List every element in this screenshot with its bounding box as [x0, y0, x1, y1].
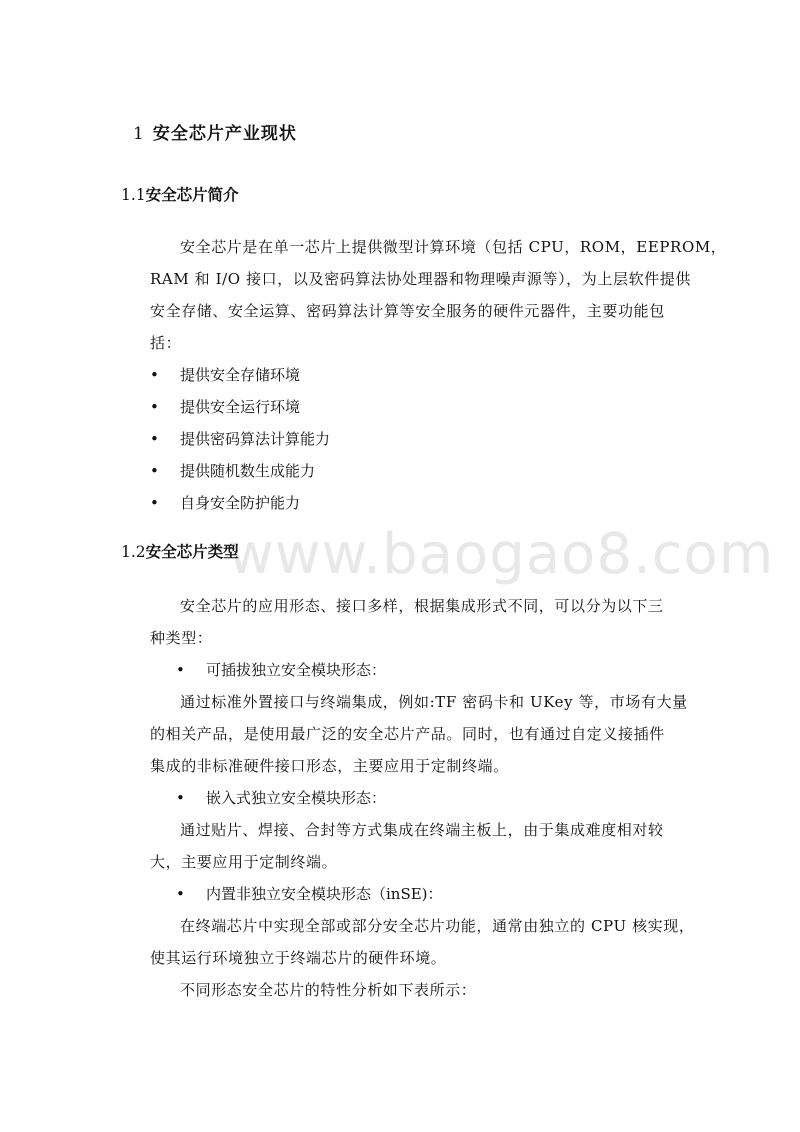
paragraph-line: 使其运行环境独立于终端芯片的硬件环境。: [150, 949, 447, 967]
bullet-icon: •: [176, 789, 185, 807]
section-1-2-heading: [121, 540, 239, 562]
bullet-icon: •: [150, 398, 159, 416]
paragraph-line: 括：: [150, 334, 182, 352]
paragraph-line: 的相关产品，是使用最广泛的安全芯片产品。同时，也有通过自定义接插件: [150, 725, 665, 743]
paragraph-line: 种类型：: [150, 629, 213, 647]
section-1-heading: [133, 119, 297, 144]
list-item-text: 提供安全运行环境: [180, 398, 301, 416]
closing-line: 不同形态安全芯片的特性分析如下表所示：: [180, 981, 477, 999]
section-1-2-number: 1.2: [121, 543, 146, 561]
section-1-1-number: 1.1: [121, 186, 146, 204]
paragraph-line: 在终端芯片中实现全部或部分安全芯片功能，通常由独立的 CPU 核实现，: [180, 917, 695, 935]
paragraph-line: 通过标准外置接口与终端集成，例如:TF 密码卡和 UKey 等，市场有大量: [180, 693, 688, 711]
list-item: [150, 428, 330, 449]
paragraph-line: 通过贴片、焊接、合封等方式集成在终端主板上，由于集成难度相对较: [180, 821, 664, 839]
list-item-text: 提供密码算法计算能力: [180, 430, 331, 448]
type-label: [176, 659, 386, 680]
list-item-text: 提供安全存储环境: [180, 366, 301, 384]
bullet-icon: •: [176, 661, 185, 679]
watermark: www.baogao8.com: [228, 522, 775, 587]
section-1-number: 1: [133, 124, 145, 144]
section-1-title: 安全芯片产业现状: [152, 124, 297, 144]
type-label-text: 内置非独立安全模块形态（inSE)：: [206, 885, 443, 903]
type-label: [176, 883, 443, 904]
paragraph-line: RAM 和 I/O 接口，以及密码算法协处理器和物理噪声源等），为上层软件提供: [150, 270, 691, 288]
bullet-icon: •: [150, 430, 159, 448]
bullet-icon: •: [150, 366, 159, 384]
section-1-1-heading: [121, 183, 239, 205]
paragraph-line: 安全存储、安全运算、密码算法计算等安全服务的硬件元器件，主要功能包: [150, 302, 665, 320]
paragraph-line: 大，主要应用于定制终端。: [150, 853, 338, 871]
list-item: [150, 364, 300, 385]
list-item: [150, 492, 300, 513]
section-1-1-title: 安全芯片简介: [145, 185, 239, 204]
paragraph-line: 集成的非标准硬件接口形态，主要应用于定制终端。: [150, 757, 509, 775]
list-item-text: 自身安全防护能力: [180, 494, 301, 512]
list-item: [150, 460, 315, 481]
type-label-text: 嵌入式独立安全模块形态：: [206, 789, 387, 807]
section-1-2-title: 安全芯片类型: [145, 542, 239, 561]
list-item-text: 提供随机数生成能力: [180, 462, 316, 480]
paragraph-line: 安全芯片是在单一芯片上提供微型计算环境（包括 CPU，ROM，EEPROM，: [180, 238, 727, 256]
bullet-icon: •: [176, 885, 185, 903]
bullet-icon: •: [150, 494, 159, 512]
list-item: [150, 396, 300, 417]
paragraph-line: 安全芯片的应用形态、接口多样，根据集成形式不同，可以分为以下三: [180, 597, 664, 615]
bullet-icon: •: [150, 462, 159, 480]
type-label-text: 可插拔独立安全模块形态：: [206, 661, 387, 679]
type-label: [176, 787, 386, 808]
